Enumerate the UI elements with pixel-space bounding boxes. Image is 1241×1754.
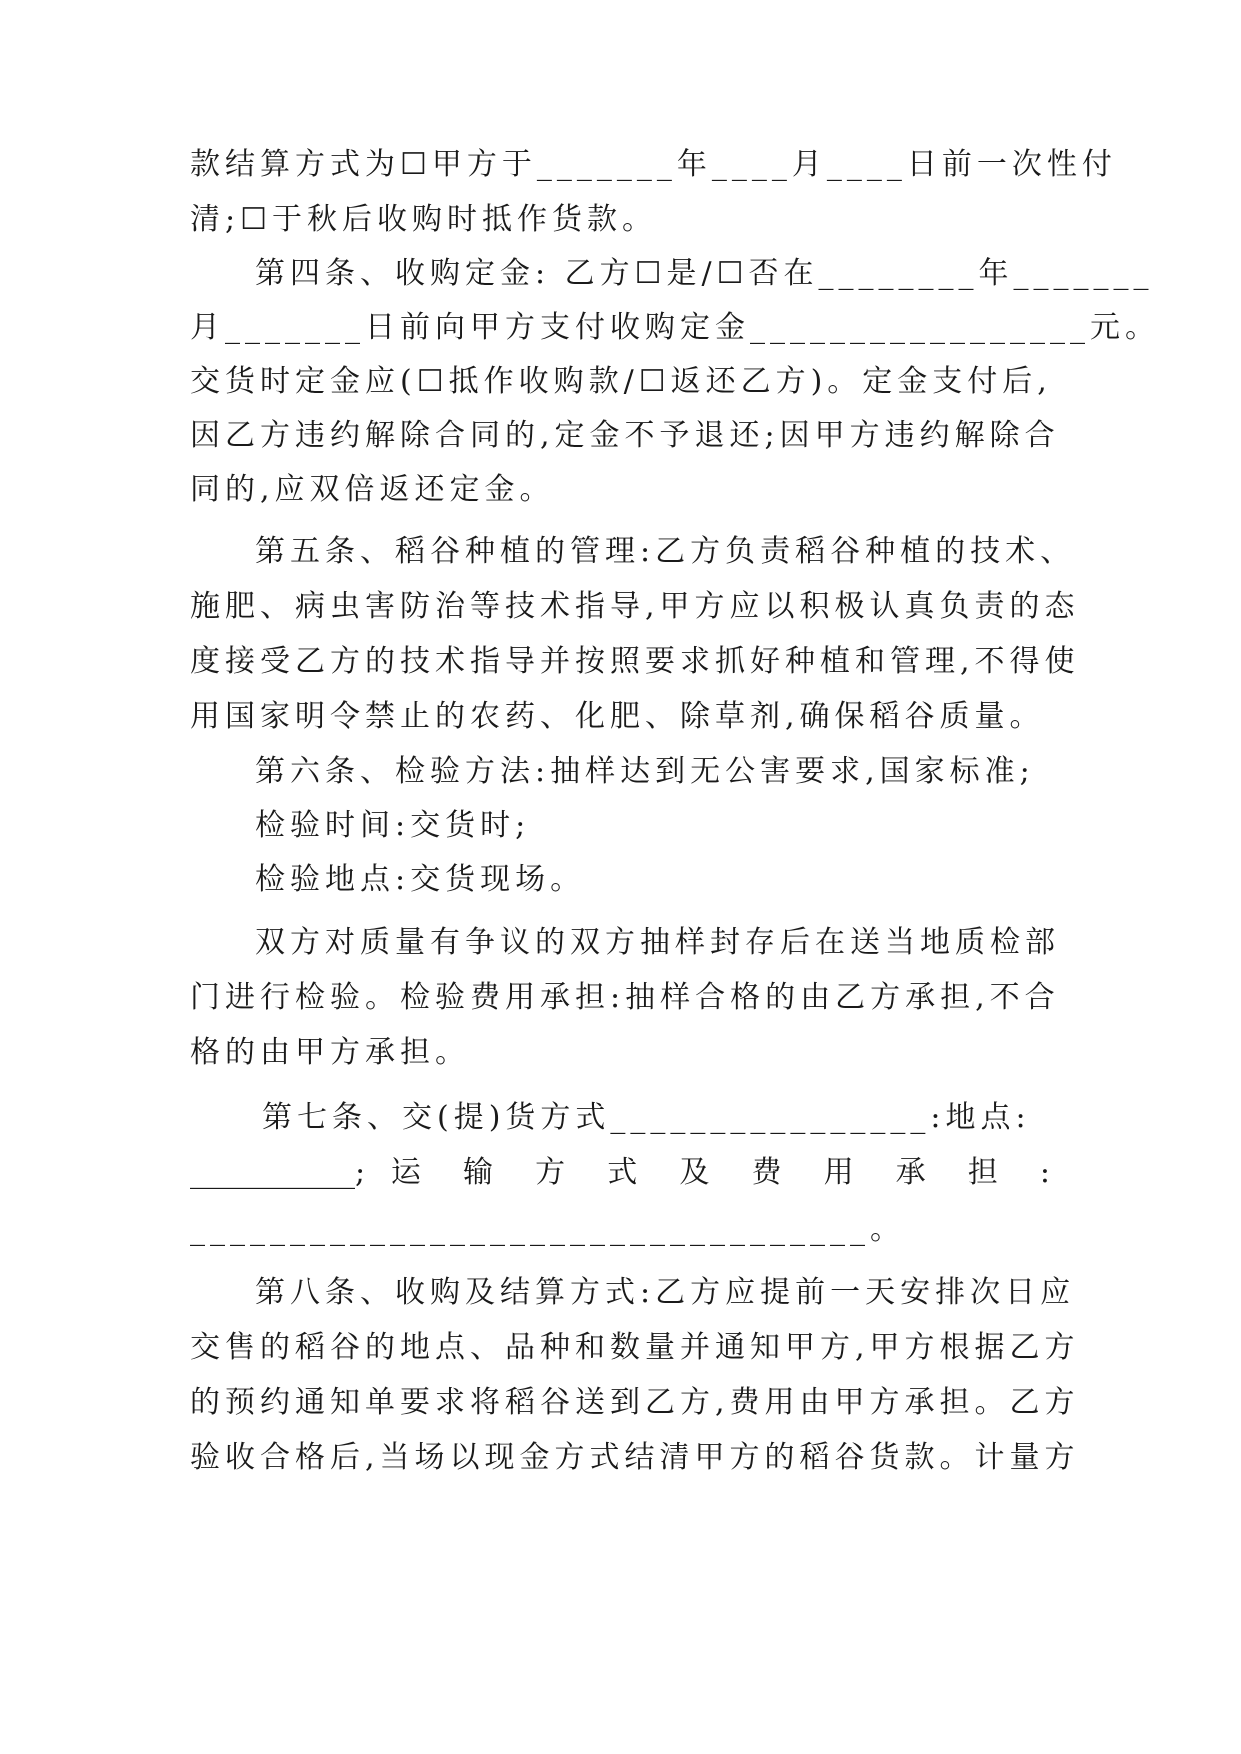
text-line: 第五条、稻谷种植的管理:乙方负责稻谷种植的技术、 [255,534,1076,569]
text-line: 月_______日前向甲方支付收购定金_________________元。 [190,310,1160,345]
text-line: 第四条、收购定金: 乙方☐是/☐否在________年_______ [255,256,1154,291]
text-line: ___________; 运 输 方 式 及 费 用 承 担 : [190,1155,1050,1190]
text-line: __________________________________。 [190,1212,905,1247]
text-line: 施肥、病虫害防治等技术指导,甲方应以积极认真负责的态 [190,589,1080,624]
text-line: 检验地点:交货现场。 [255,862,586,897]
text-line: 第六条、检验方法:抽样达到无公害要求,国家标准; [255,754,1035,789]
text-line: 交货时定金应(☐抵作收购款/☐返还乙方)。定金支付后, [190,364,1052,399]
text-line: 款结算方式为☐甲方于_______年____月____日前一次性付 [190,147,1117,182]
text-line: 检验时间:交货时; [255,808,531,843]
text-line: 门进行检验。检验费用承担:抽样合格的由乙方承担,不合 [190,980,1060,1015]
text-line: 的预约通知单要求将稻谷送到乙方,费用由甲方承担。乙方 [190,1385,1080,1420]
text-line: 双方对质量有争议的双方抽样封存后在送当地质检部 [255,925,1060,960]
text-line: 第八条、收购及结算方式:乙方应提前一天安排次日应 [255,1275,1076,1310]
text-line: 因乙方违约解除合同的,定金不予退还;因甲方违约解除合 [190,418,1060,453]
text-line: 同的,应双倍返还定金。 [190,472,555,507]
text-line: 交售的稻谷的地点、品种和数量并通知甲方,甲方根据乙方 [190,1330,1080,1365]
text-line: 用国家明令禁止的农药、化肥、除草剂,确保稻谷质量。 [190,699,1045,734]
text-line: 清;☐于秋后收购时抵作货款。 [190,202,658,237]
text-line: 度接受乙方的技术指导并按照要求抓好种植和管理,不得使 [190,644,1080,679]
text-line: 验收合格后,当场以现金方式结清甲方的稻谷货款。计量方 [190,1440,1080,1475]
text-line: 第七条、交(提)货方式________________:地点: [262,1100,1031,1135]
text-line: 格的由甲方承担。 [190,1035,470,1070]
